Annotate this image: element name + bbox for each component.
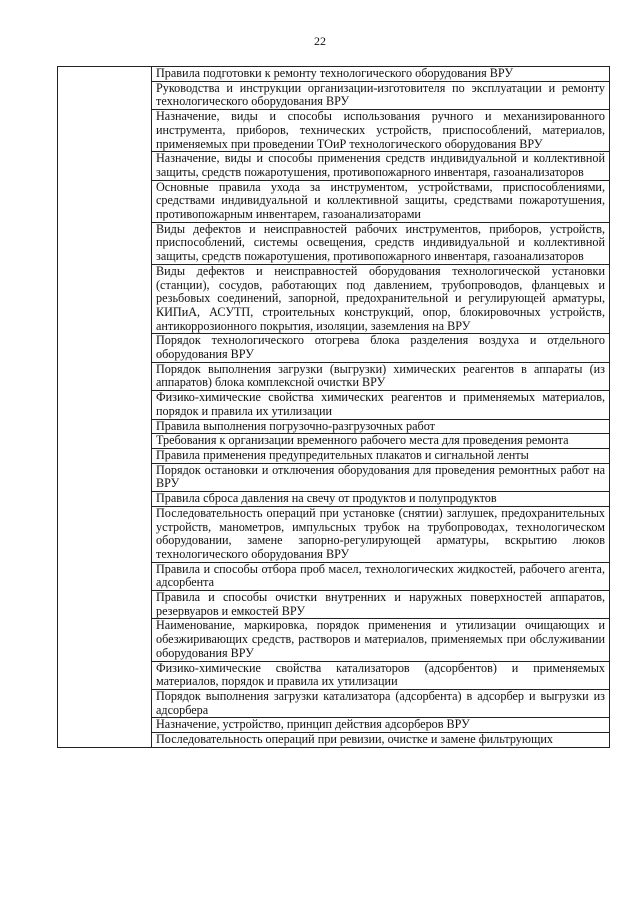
- knowledge-item-cell: Требования к организации временного рабочего места для проведения ремонта: [152, 434, 610, 449]
- knowledge-item-cell: Правила подготовки к ремонту технологического оборудования ВРУ: [152, 67, 610, 82]
- knowledge-item-cell: Назначение, устройство, принцип действия адсорберов ВРУ: [152, 718, 610, 733]
- knowledge-item-cell: Порядок выполнения загрузки катализатора (адсорбента) в адсорбер и выгрузки из адсорбера: [152, 689, 610, 717]
- knowledge-item-cell: Правила и способы отбора проб масел, технологических жидкостей, рабочего агента, адсорбента: [152, 562, 610, 590]
- knowledge-item-cell: Правила и способы очистки внутренних и наружных поверхностей аппаратов, резервуаров и емкостей ВРУ: [152, 591, 610, 619]
- page-number: 22: [314, 34, 326, 48]
- knowledge-item-cell: Назначение, виды и способы использования ручного и механизированного инструмента, приборов, технических устройств, приспособлений, материалов, применяемых при проведении ТОиР технологического оборудования ВРУ: [152, 110, 610, 152]
- knowledge-item-cell: Руководства и инструкции организации-изготовителя по эксплуатации и ремонту технологического оборудования ВРУ: [152, 81, 610, 109]
- knowledge-item-cell: Последовательность операций при ревизии, очистке и замене фильтрующих: [152, 733, 610, 748]
- table-row: [58, 67, 610, 82]
- knowledge-item-cell: Порядок остановки и отключения оборудования для проведения ремонтных работ на ВРУ: [152, 463, 610, 491]
- table-body: [58, 67, 610, 748]
- knowledge-item-cell: Последовательность операций при установке (снятии) заглушек, предохранительных устройств, манометров, импульсных трубок на трубопроводах, технологическом оборудовании, замене запорно-регулирующей арматуры, вскрытию люков технологического оборудования ВРУ: [152, 506, 610, 562]
- knowledge-item-cell: Порядок выполнения загрузки (выгрузки) химических реагентов в аппараты (из аппаратов) блока комплексной очистки ВРУ: [152, 362, 610, 390]
- knowledge-item-cell: Физико-химические свойства катализаторов (адсорбентов) и применяемых материалов, порядок и правила их утилизации: [152, 661, 610, 689]
- empty-left-column-cell: [58, 67, 152, 748]
- requirements-table: [57, 66, 610, 748]
- knowledge-item-cell: Правила применения предупредительных плакатов и сигнальной ленты: [152, 448, 610, 463]
- knowledge-item-cell: Виды дефектов и неисправностей оборудования технологической установки (станции), сосудов, работающих под давлением, трубопроводов, фланцевых и резьбовых соединений, запорной, предохранительной и регулирующей арматуры, КИПиА, АСУТП, строительных конструкций, опор, блокировочных устройств, антикоррозионного покрытия, изоляции, заземления на ВРУ: [152, 264, 610, 334]
- knowledge-item-cell: Правила сброса давления на свечу от продуктов и полупродуктов: [152, 492, 610, 507]
- knowledge-item-cell: Правила выполнения погрузочно-разгрузочных работ: [152, 419, 610, 434]
- knowledge-item-cell: Основные правила ухода за инструментом, устройствами, приспособлениями, средствами индивидуальной и коллективной защиты, средствами пожаротушения, противопожарным инвентарем, газоанализаторами: [152, 180, 610, 222]
- knowledge-item-cell: Физико-химические свойства химических реагентов и применяемых материалов, порядок и правила их утилизации: [152, 391, 610, 419]
- knowledge-item-cell: Виды дефектов и неисправностей рабочих инструментов, приборов, устройств, приспособлений, системы освещения, средств индивидуальной и коллективной защиты, средств пожаротушения, противопожарного инвентаря, газоанализаторов: [152, 222, 610, 264]
- knowledge-item-cell: Наименование, маркировка, порядок применения и утилизации очищающих и обезжиривающих средств, растворов и материалов, применяемых при обслуживании оборудования ВРУ: [152, 619, 610, 661]
- knowledge-item-cell: Назначение, виды и способы применения средств индивидуальной и коллективной защиты, средств пожаротушения, противопожарного инвентаря, газоанализаторов: [152, 152, 610, 180]
- knowledge-item-cell: Порядок технологического отогрева блока разделения воздуха и отдельного оборудования ВРУ: [152, 334, 610, 362]
